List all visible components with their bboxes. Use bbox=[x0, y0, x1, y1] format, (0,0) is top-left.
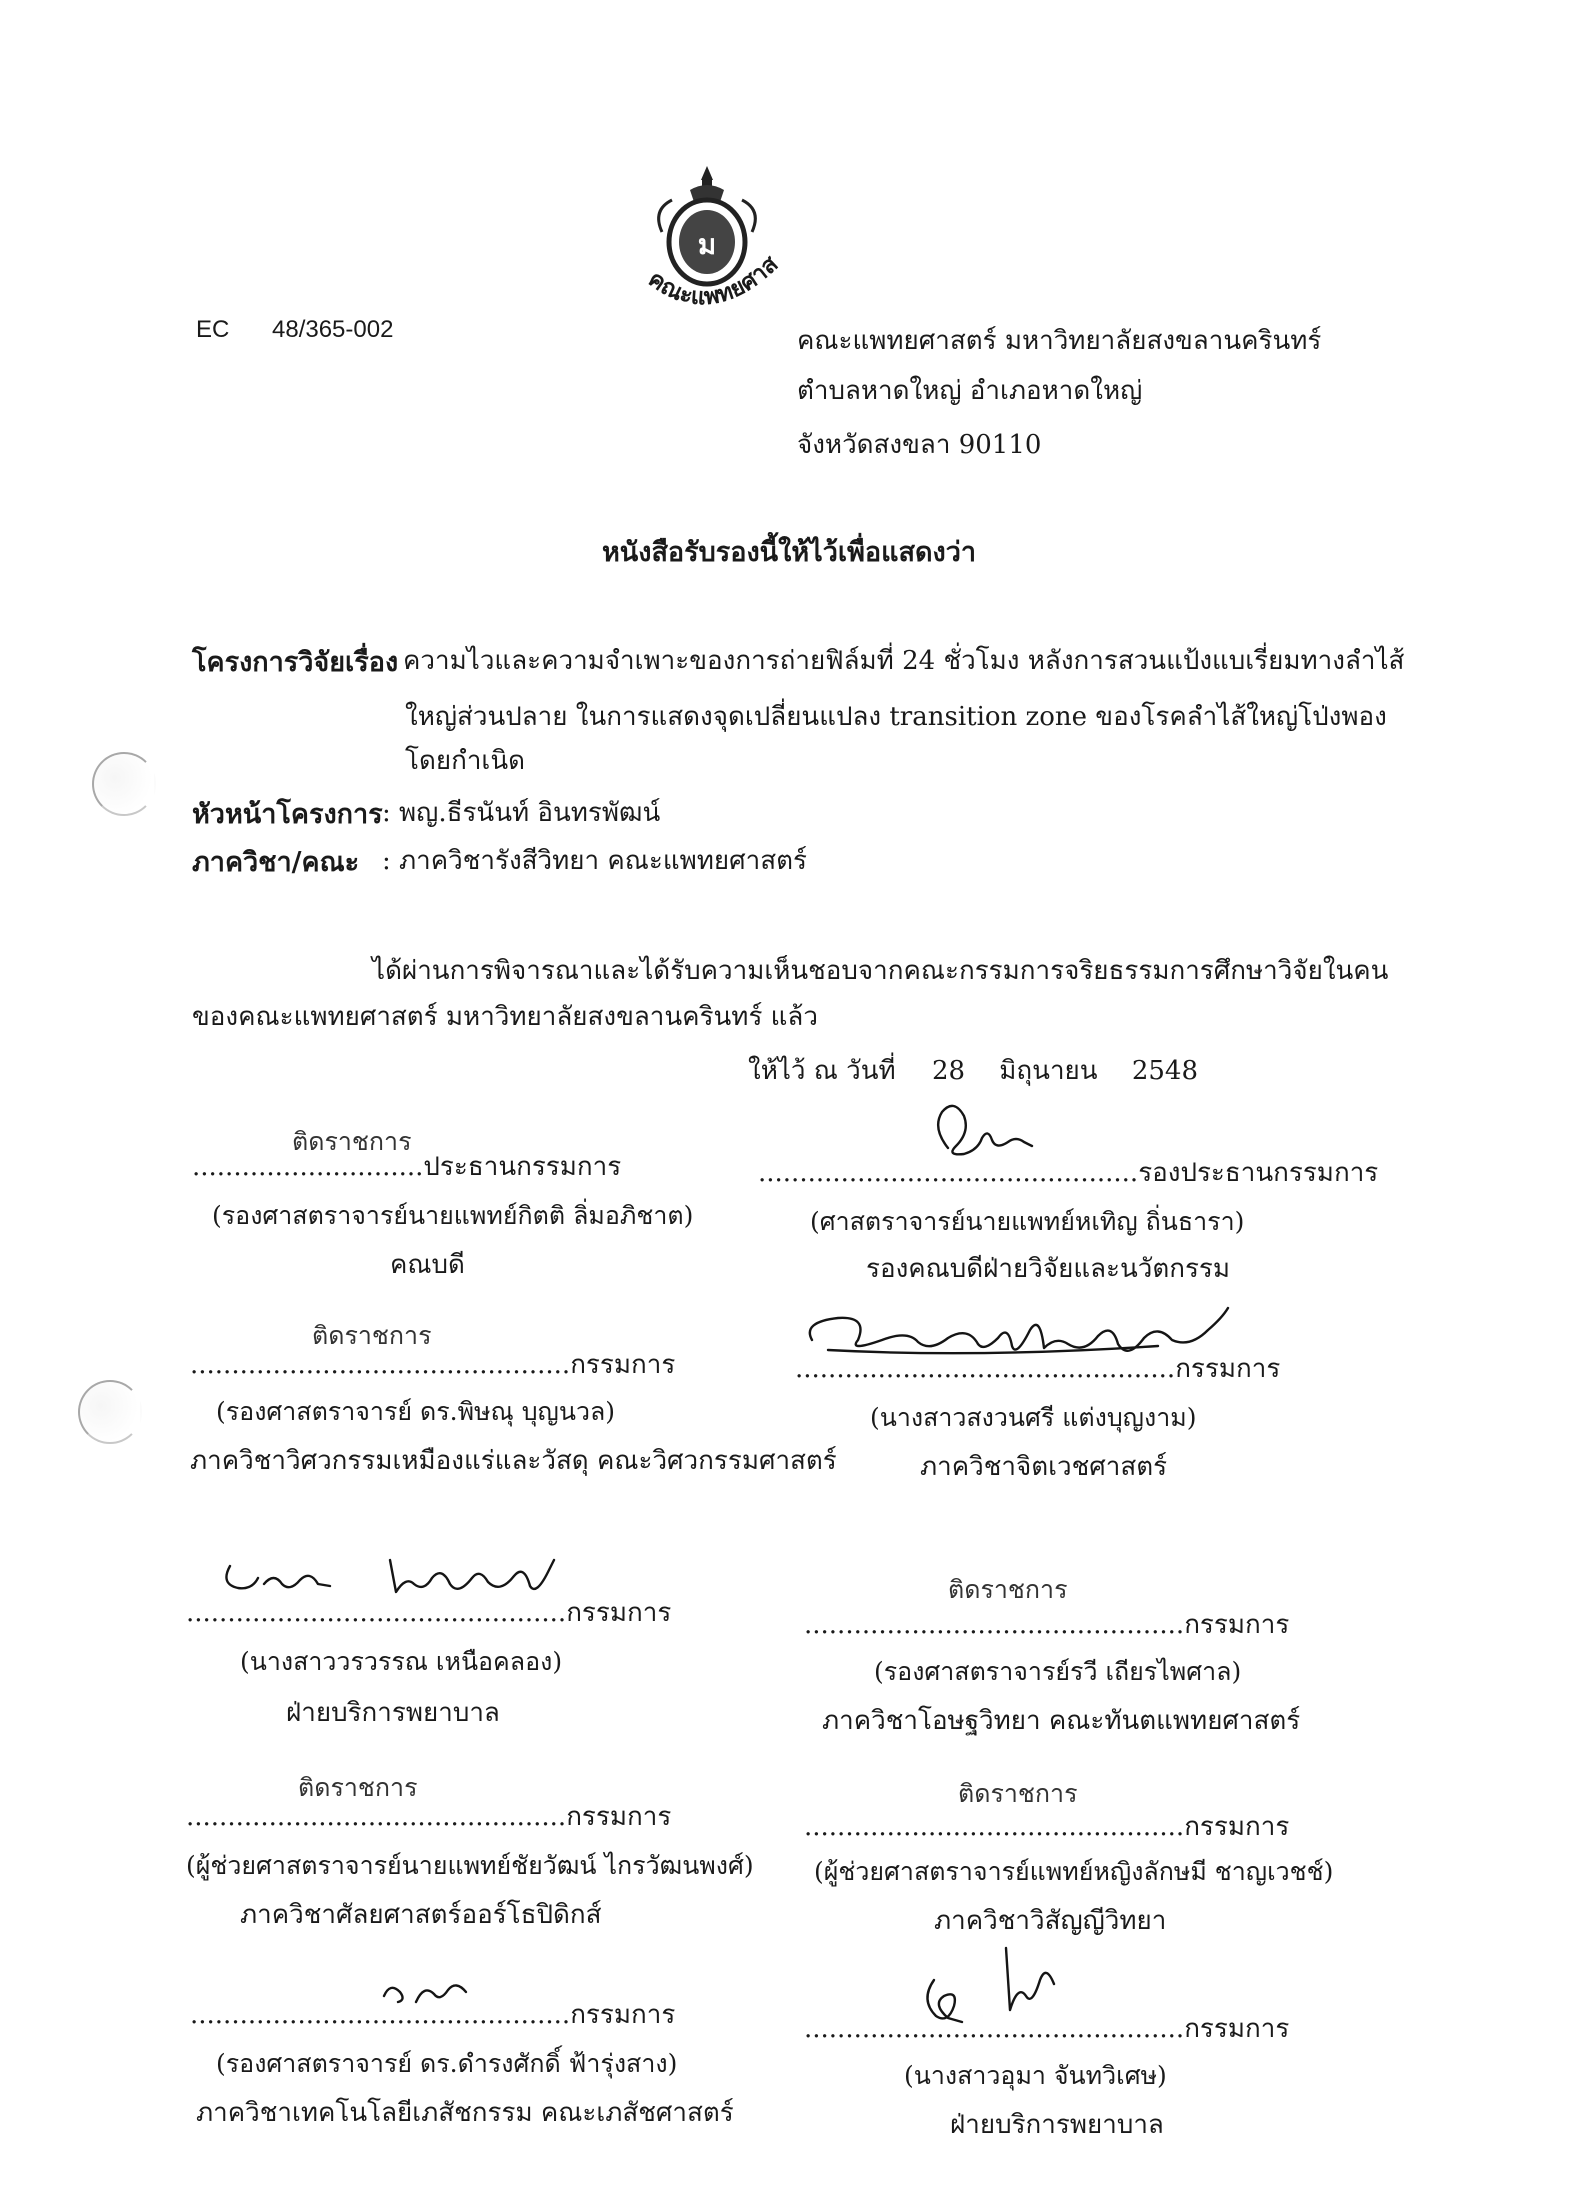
approval-text-line-2: ของคณะแพทยศาสตร์ มหาวิทยาลัยสงขลานครินทร์ แล้ว bbox=[192, 1002, 818, 1032]
committee-role: รองประธานกรรมการ bbox=[1138, 1158, 1379, 1188]
faculty-seal-icon bbox=[622, 160, 792, 320]
signature-stamp-member-4: ติดราชการ bbox=[948, 1575, 1068, 1604]
committee-name-member-2: (นางสาวสงวนศรี แต่งบุญงาม) bbox=[870, 1403, 1197, 1432]
signature-line-member-6 bbox=[804, 1806, 1289, 1847]
committee-position-member-7: ภาควิชาเทคโนโลยีเภสัชกรรม คณะเภสัชศาสตร์ bbox=[196, 2098, 734, 2128]
binder-hole-top bbox=[92, 752, 156, 816]
binder-hole-bottom bbox=[78, 1380, 142, 1444]
committee-position-member-6: ภาควิชาวิสัญญีวิทยา bbox=[934, 1906, 1167, 1936]
signature-dots: .............................................. bbox=[186, 1802, 567, 1832]
signature-dots: .............................................. bbox=[804, 1610, 1185, 1640]
signature-line-member-2 bbox=[795, 1348, 1280, 1389]
committee-position-chairman: คณบดี bbox=[390, 1250, 465, 1280]
committee-name-vice-chairman: (ศาสตราจารย์นายแพทย์หเทิญ ถิ่นธารา) bbox=[810, 1207, 1245, 1236]
signature-line-member-1 bbox=[190, 1344, 675, 1385]
faculty-address-line-3: จังหวัดสงขลา 90110 bbox=[797, 430, 1042, 460]
committee-position-member-8: ฝ่ายบริการพยาบาล bbox=[950, 2110, 1164, 2140]
committee-name-member-5: (ผู้ช่วยศาสตราจารย์นายแพทย์ชัยวัฒน์ ไกรวัฒนพงศ์) bbox=[186, 1851, 754, 1880]
committee-role: กรรมการ bbox=[1184, 1610, 1290, 1640]
committee-role: กรรมการ bbox=[570, 1350, 676, 1380]
faculty-address-line-2: ตำบลหาดใหญ่ อำเภอหาดใหญ่ bbox=[797, 376, 1143, 406]
project-title-line-1: : ความไวและความจำเพาะของการถ่ายฟิล์มที่ 24 ชั่วโมง หลังการสวนแป้งแบเรี่ยมทางลำไส้ bbox=[386, 646, 1405, 676]
committee-name-member-7: (รองศาสตราจารย์ ดร.ดำรงศักดิ์ ฟ้ารุ่งสาง) bbox=[216, 2049, 678, 2078]
committee-role: กรรมการ bbox=[570, 2000, 676, 2030]
committee-name-chairman: (รองศาสตราจารย์นายแพทย์กิตติ ลิ่มอภิชาต) bbox=[212, 1201, 694, 1230]
committee-name-member-3: (นางสาววรวรรณ เหนือคลอง) bbox=[240, 1647, 563, 1676]
signature-dots: ............................ bbox=[192, 1152, 424, 1182]
project-head-value: : พญ.ธีรนันท์ อินทรพัฒน์ bbox=[382, 798, 661, 828]
project-title-label: โครงการวิจัยเรื่อง bbox=[192, 647, 399, 678]
issue-date bbox=[748, 1050, 1198, 1091]
signature-stamp-member-1: ติดราชการ bbox=[312, 1321, 432, 1350]
committee-position-member-1: ภาควิชาวิศวกรรมเหมืองแร่และวัสดุ คณะวิศวกรรมศาสตร์ bbox=[190, 1446, 837, 1476]
committee-role: กรรมการ bbox=[566, 1802, 672, 1832]
department-label: ภาควิชา/คณะ bbox=[192, 847, 360, 878]
svg-text:ม: ม bbox=[697, 228, 717, 261]
signature-dots: .............................................. bbox=[190, 2000, 571, 2030]
signature-line-member-4 bbox=[804, 1604, 1289, 1645]
signature-dots: .............................................. bbox=[804, 1812, 1185, 1842]
committee-name-member-6: (ผู้ช่วยศาสตราจารย์แพทย์หญิงลักษมี ชาญเวชช์) bbox=[814, 1857, 1334, 1886]
certificate-title: หนังสือรับรองนี้ให้ไว้เพื่อแสดงว่า bbox=[602, 537, 977, 568]
signature-line-member-7 bbox=[190, 1994, 675, 2035]
committee-position-member-3: ฝ่ายบริการพยาบาล bbox=[286, 1698, 500, 1728]
committee-position-vice-chairman: รองคณบดีฝ่ายวิจัยและนวัตกรรม bbox=[866, 1254, 1231, 1284]
issue-date-prefix: ให้ไว้ ณ วันที่ bbox=[748, 1056, 896, 1086]
faculty-address-line-1: คณะแพทยศาสตร์ มหาวิทยาลัยสงขลานครินทร์ bbox=[797, 326, 1322, 356]
signature-line-chairman bbox=[192, 1146, 621, 1187]
committee-role: ประธานกรรมการ bbox=[423, 1152, 622, 1182]
reference-number: 48/365-002 bbox=[272, 316, 394, 343]
committee-role: กรรมการ bbox=[1184, 2014, 1290, 2044]
committee-name-member-1: (รองศาสตราจารย์ ดร.พิษณุ บุญนวล) bbox=[216, 1397, 616, 1426]
signature-dots: .............................................. bbox=[186, 1598, 567, 1628]
project-title-line-3: โดยกำเนิด bbox=[405, 746, 525, 776]
signature-line-member-5 bbox=[186, 1796, 671, 1837]
issue-date-month: มิถุนายน bbox=[999, 1056, 1098, 1086]
signature-dots: .............................................. bbox=[190, 1350, 571, 1380]
issue-date-day: 28 bbox=[931, 1056, 966, 1086]
committee-role: กรรมการ bbox=[1175, 1354, 1281, 1384]
faculty-seal-logo bbox=[622, 160, 792, 320]
committee-position-member-5: ภาควิชาศัลยศาสตร์ออร์โธปิดิกส์ bbox=[240, 1900, 602, 1930]
signature-stamp-member-5: ติดราชการ bbox=[298, 1773, 418, 1802]
committee-name-member-4: (รองศาสตราจารย์รวี เถียรไพศาล) bbox=[874, 1657, 1242, 1686]
committee-name-member-8: (นางสาวอุมา จันทวิเศษ) bbox=[904, 2061, 1167, 2090]
signature-line-member-8 bbox=[804, 2008, 1289, 2049]
reference-code: EC bbox=[196, 316, 230, 343]
approval-text-line-1: ได้ผ่านการพิจารณาและได้รับความเห็นชอบจากคณะกรรมการจริยธรรมการศึกษาวิจัยในคน bbox=[372, 956, 1389, 986]
committee-position-member-4: ภาควิชาโอษฐวิทยา คณะทันตแพทยศาสตร์ bbox=[822, 1706, 1301, 1736]
signature-stamp-member-6: ติดราชการ bbox=[958, 1779, 1078, 1808]
committee-role: กรรมการ bbox=[1184, 1812, 1290, 1842]
signature-dots: .............................................. bbox=[795, 1354, 1176, 1384]
committee-position-member-2: ภาควิชาจิตเวชศาสตร์ bbox=[920, 1452, 1168, 1482]
signature-dots: .............................................. bbox=[758, 1158, 1139, 1188]
project-head-label: หัวหน้าโครงการ bbox=[192, 799, 383, 830]
project-title-line-2: ใหญ่ส่วนปลาย ในการแสดงจุดเปลี่ยนแปลง transition zone ของโรคลำไส้ใหญ่โป่งพอง bbox=[405, 702, 1387, 732]
signature-dots: .............................................. bbox=[804, 2014, 1185, 2044]
signature-line-vice-chairman bbox=[758, 1152, 1378, 1193]
department-value: : ภาควิชารังสีวิทยา คณะแพทยศาสตร์ bbox=[382, 846, 807, 876]
signature-line-member-3 bbox=[186, 1592, 671, 1633]
svg-text:คณะแพทยศาสตร์: คณะแพทยศาส bbox=[643, 250, 784, 311]
issue-date-year: 2548 bbox=[1131, 1056, 1198, 1086]
signature-stamp-chairman: ติดราชการ bbox=[292, 1127, 412, 1156]
committee-role: กรรมการ bbox=[566, 1598, 672, 1628]
